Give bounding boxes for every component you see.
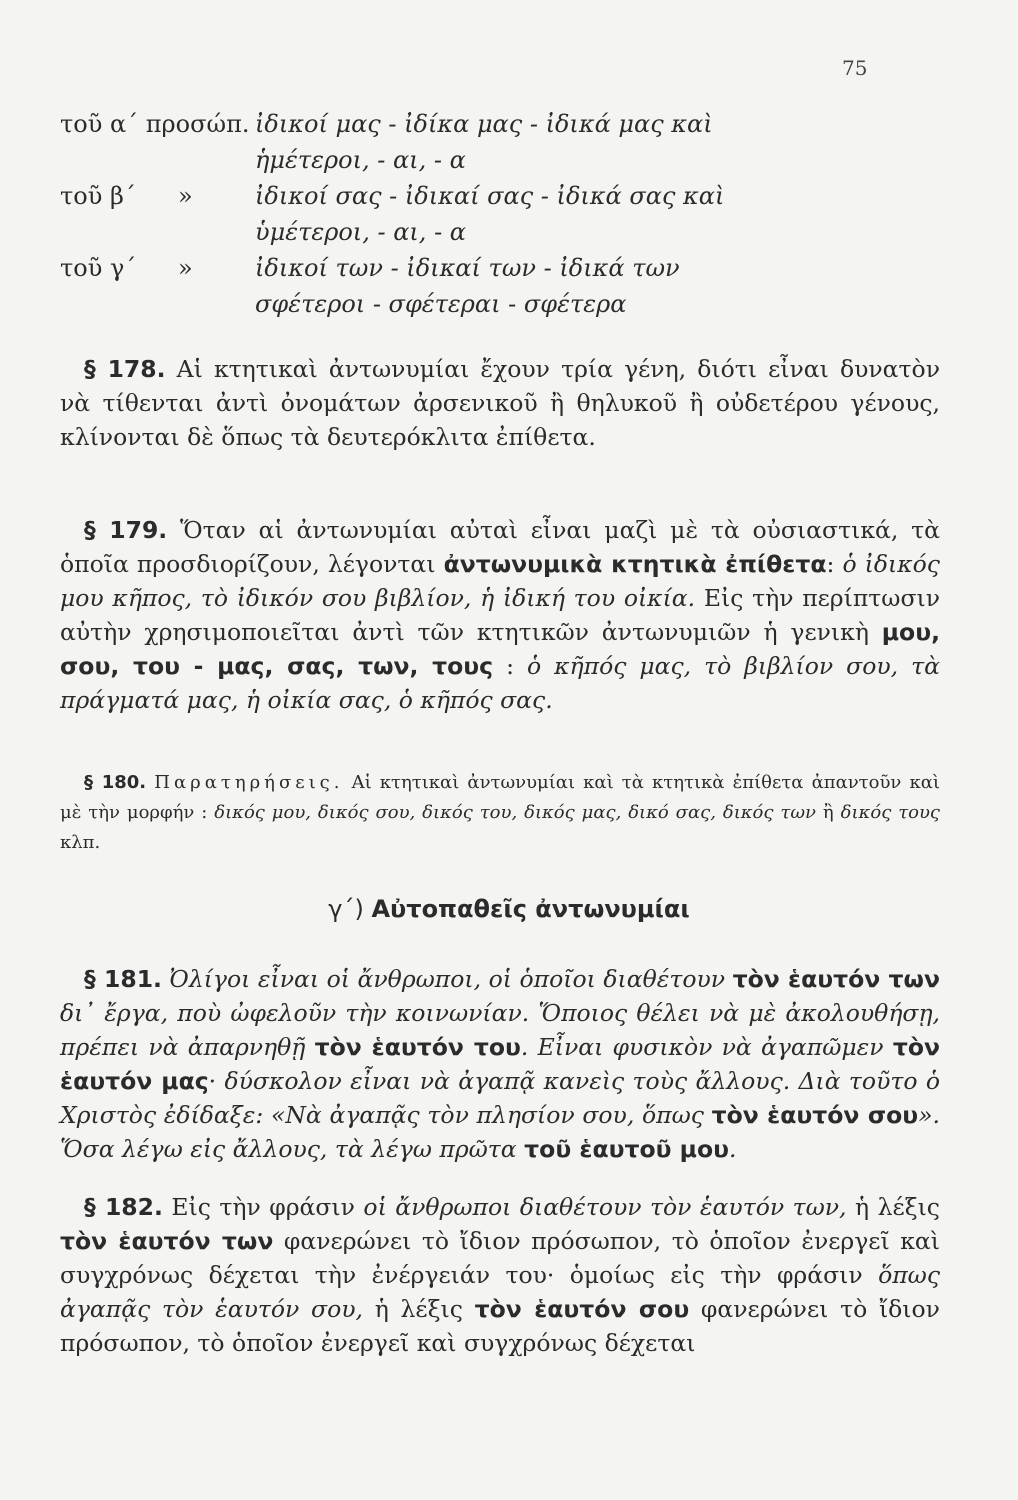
remarks-heading: Παρατηρήσεις.: [154, 772, 344, 793]
bold-term: τὸν ἑαυτόν του: [314, 1033, 521, 1061]
person-label: τοῦ γ΄: [60, 254, 137, 282]
paragraph-text: ἡ λέξις: [855, 1193, 940, 1221]
paragraph-text: φανερώνει τὸ ἴδιον πρόσωπον, τὸ ὁποῖον ἐνεργεῖ καὶ συγχρόνως δέχεται: [60, 1295, 940, 1357]
pronoun-table: [60, 110, 960, 326]
example-text: · δύσκολον εἶναι νὰ ἀγαπᾷ κανεὶς τοὺς ἄλλους. Διὰ τοῦτο ὁ Χριστὸς ἐδίδαξε: «Νὰ ἀγαπᾷς τὸν πλησίον σου, ὅπως: [60, 1067, 941, 1129]
table-row: [60, 218, 960, 254]
bold-term: μου, σου, του - μας, σας, των, τους: [60, 618, 940, 680]
example-text: Ὀλίγοι εἶναι οἱ ἄνθρωποι, οἱ ὁποῖοι διαθέτουν: [169, 965, 726, 993]
bold-term: ἀντωνυμικὰ κτητικὰ ἐπίθετα: [443, 550, 827, 578]
bold-term: τὸν ἑαυτόν σου: [711, 1101, 919, 1129]
table-row: [60, 290, 960, 326]
ditto-mark: »: [178, 182, 193, 210]
example-text: . Εἶναι φυσικὸν νὰ ἀγαπῶμεν: [520, 1033, 884, 1061]
pronoun-forms: σφέτεροι - σφέτεραι - σφέτερα: [255, 290, 627, 318]
paragraph-178: [60, 352, 940, 454]
example-text: ». Ὅσα λέγω εἰς ἄλλους, τὰ λέγω πρῶτα: [60, 1101, 940, 1163]
bold-term: τὸν ἑαυτόν μας: [60, 1033, 940, 1095]
table-row: [60, 110, 960, 146]
paragraph-text: κλπ.: [60, 832, 101, 853]
paragraph-text: Εἰς τὴν περίπτωσιν αὐτὴν χρησιμοποιεῖται ἀντὶ τῶν κτητικῶν ἀντωνυμιῶν ἡ γενικὴ: [60, 584, 940, 646]
paragraph-181: [60, 962, 940, 1166]
bold-term: τὸν ἑαυτόν των: [732, 965, 940, 993]
paragraph-text: Αἱ κτητικαὶ ἀντωνυμίαι καὶ τὰ κτητικὰ ἐπίθετα ἀπαντοῦν καὶ μὲ τὴν μορφήν :: [60, 772, 940, 823]
pronoun-forms: ὑμέτεροι, - αι, - α: [255, 218, 467, 246]
example-text: ὁ κῆπός μας, τὸ βιβλίον σου, τὰ πράγματά μας, ἡ οἰκία σας, ὁ κῆπός σας.: [60, 652, 940, 714]
paragraph-182: [60, 1190, 940, 1360]
section-number: § 181.: [84, 965, 162, 993]
paragraph-text: Αἱ κτητικαὶ ἀντωνυμίαι ἔχουν τρία γένη, διότι εἶναι δυνατὸν νὰ τίθενται ἀντὶ ὀνομάτων ἀρσενικοῦ ἢ θηλυκοῦ ἢ οὐδετέρου γένους, κλίνονται δὲ ὅπως τὰ δευτερόκλιτα ἐπίθετα.: [60, 355, 940, 451]
pronoun-forms: ἰδικοί μας - ἰδίκα μας - ἰδικά μας καὶ: [255, 110, 713, 138]
table-row: [60, 254, 960, 290]
person-label: τοῦ β΄: [60, 182, 136, 210]
section-number: § 182.: [84, 1193, 163, 1221]
pronoun-forms: ἡμέτεροι, - αι, - α: [255, 146, 466, 174]
section-number: § 180.: [84, 772, 147, 793]
paragraph-text: ἡ λέξις: [374, 1295, 463, 1323]
person-label: τοῦ α΄ προσώπ.: [60, 110, 250, 138]
section-number: § 178.: [84, 355, 166, 383]
paragraph-text: Εἰς τὴν φράσιν: [171, 1193, 355, 1221]
paragraph-179: [60, 513, 940, 717]
section-heading: [0, 895, 1018, 923]
table-row: [60, 146, 960, 182]
ditto-mark: »: [178, 254, 193, 282]
paragraph-text: :: [826, 550, 835, 578]
pronoun-forms: ἰδικοί των - ἰδικαί των - ἰδικά των: [255, 254, 680, 282]
paragraph-180: [60, 768, 940, 858]
heading-prefix: γ΄): [328, 895, 364, 923]
example-text: ὅπως ἀγαπᾷς τὸν ἑαυτόν σου,: [60, 1261, 940, 1323]
example-text: δικός τους: [840, 802, 941, 823]
pronoun-forms: ἰδικοί σας - ἰδικαί σας - ἰδικά σας καὶ: [255, 182, 725, 210]
section-number: § 179.: [84, 516, 168, 544]
page-number: 75: [842, 56, 868, 80]
example-text: οἱ ἄνθρωποι διαθέτουν τὸν ἑαυτόν των,: [363, 1193, 847, 1221]
example-text: .: [728, 1135, 737, 1163]
heading-title: Αὐτοπαθεῖς ἀντωνυμίαι: [371, 895, 690, 923]
example-text: δι᾿ ἔργα, ποὺ ὠφελοῦν τὴν κοινωνίαν. Ὅποιος θέλει νὰ μὲ ἀκολουθήσῃ, πρέπει νὰ ἀπαρνηθῇ: [60, 999, 940, 1061]
bold-term: τοῦ ἑαυτοῦ μου: [524, 1135, 729, 1163]
example-text: δικός μου, δικός σου, δικός του, δικός μας, δικό σας, δικός των: [214, 802, 816, 823]
bold-term: τὸν ἑαυτόν σου: [474, 1295, 690, 1323]
bold-term: τὸν ἑαυτόν των: [60, 1227, 274, 1255]
example-text: ὁ ἰδικός μου κῆπος, τὸ ἰδικόν σου βιβλίον, ἡ ἰδική του οἰκία.: [60, 550, 940, 612]
paragraph-text: Ὅταν αἱ ἀντωνυμίαι αὐταὶ εἶναι μαζὶ μὲ τὰ οὐσιαστικά, τὰ ὁποῖα προσδιορίζουν, λέγονται: [60, 516, 940, 578]
paragraph-text: φανερώνει τὸ ἴδιον πρόσωπον, τὸ ὁποῖον ἐνεργεῖ καὶ συγχρόνως δέχεται τὴν ἐνέργειάν του· ὁμοίως εἰς τὴν φράσιν: [60, 1227, 940, 1289]
table-row: [60, 182, 960, 218]
paragraph-text: :: [506, 652, 515, 680]
paragraph-text: ἢ: [822, 802, 834, 823]
